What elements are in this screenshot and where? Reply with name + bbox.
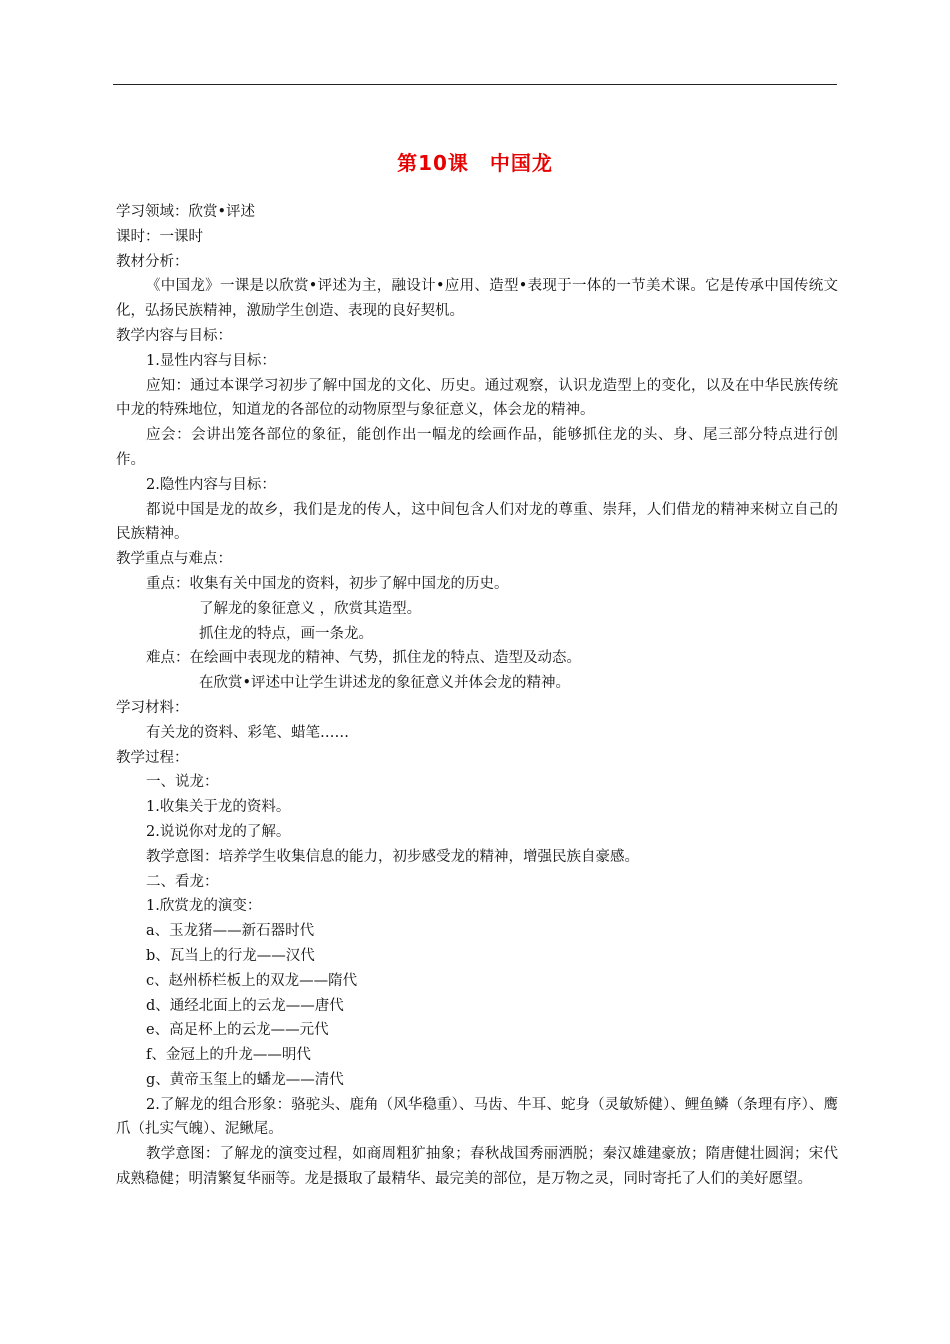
list-item: 了解龙的象征意义 ，欣赏其造型。: [199, 600, 422, 617]
list-item: 抓住龙的特点，画一条龙。: [199, 625, 373, 642]
subheading: 1.显性内容与目标：: [146, 352, 276, 369]
section-heading: 学习材料：: [116, 699, 189, 716]
paragraph: 《中国龙》一课是以欣赏•评述为主，融设计•应用、造型•表现于一体的一节美术课。它是传承中国传统文化，弘扬民族精神，激励学生创造、表现的良好契机。: [116, 278, 838, 320]
paragraph: 应知：通过本课学习初步了解中国龙的文化、历史。通过观察，认识龙造型上的变化，以及在中华民族传统中龙的特殊地位，知道龙的各部位的动物原型与象征意义，体会龙的精神。: [116, 377, 838, 419]
hours-line: 课时：一课时: [116, 228, 203, 245]
list-item: 难点：在绘画中表现龙的精神、气势，抓住龙的特点、造型及动态。: [146, 650, 581, 667]
list-item: d、通经北面上的云龙——唐代: [146, 997, 344, 1014]
paragraph: 都说中国是龙的故乡，我们是龙的传人，这中间包含人们对龙的尊重、崇拜，人们借龙的精神来树立自己的民族精神。: [116, 501, 838, 543]
field-line: 学习领域：欣赏•评述: [116, 204, 256, 220]
section-heading: 教材分析：: [116, 253, 189, 270]
list-item: b、瓦当上的行龙——汉代: [146, 947, 315, 964]
list-item: g、黄帝玉玺上的蟠龙——清代: [146, 1071, 344, 1088]
document-body: [116, 200, 838, 1192]
list-item: f、金冠上的升龙——明代: [146, 1047, 311, 1064]
page-title: 第10课 中国龙: [397, 151, 553, 175]
list-item: a、玉龙猪——新石器时代: [146, 923, 315, 940]
list-item: 重点：收集有关中国龙的资料，初步了解中国龙的历史。: [146, 575, 509, 592]
list-item: c、赵州桥栏板上的双龙——隋代: [146, 972, 358, 989]
list-item: 教学意图：培养学生收集信息的能力，初步感受龙的精神，增强民族自豪感。: [146, 848, 639, 865]
section-heading: 教学过程：: [116, 749, 189, 766]
list-item: 1.收集关于龙的资料。: [146, 799, 291, 816]
list-item: 1.欣赏龙的演变：: [146, 898, 262, 915]
section-heading: 教学重点与难点：: [116, 551, 232, 568]
subheading: 二、看龙：: [146, 873, 219, 890]
paragraph: 2.了解龙的组合形象：骆驼头、鹿角（风华稳重）、马齿、牛耳、蛇身（灵敏矫健）、鲤鱼鳞（条理有序）、鹰爪（扎实气魄）、泥鳅尾。: [116, 1096, 838, 1138]
paragraph: 教学意图：了解龙的演变过程，如商周粗犷抽象；春秋战国秀丽洒脱；秦汉雄建豪放；隋唐健壮圆润；宋代成熟稳健；明清繁复华丽等。龙是摄取了最精华、最完美的部位，是万物之灵，同时寄托了人们的美好愿望。: [116, 1146, 838, 1188]
paragraph: 应会：会讲出笼各部位的象征，能创作出一幅龙的绘画作品，能够抓住龙的头、身、尾三部分特点进行创作。: [116, 427, 838, 468]
header-rule: [113, 84, 837, 85]
list-item: 在欣赏•评述中让学生讲述龙的象征意义并体会龙的精神。: [199, 675, 571, 692]
subheading: 一、说龙：: [146, 774, 219, 791]
list-item: e、高足杯上的云龙——元代: [146, 1022, 329, 1039]
section-heading: 教学内容与目标：: [116, 327, 232, 344]
subheading: 2.隐性内容与目标：: [146, 476, 276, 493]
list-item: 2.说说你对龙的了解。: [146, 823, 291, 840]
list-item: 有关龙的资料、彩笔、蜡笔……: [146, 724, 349, 741]
